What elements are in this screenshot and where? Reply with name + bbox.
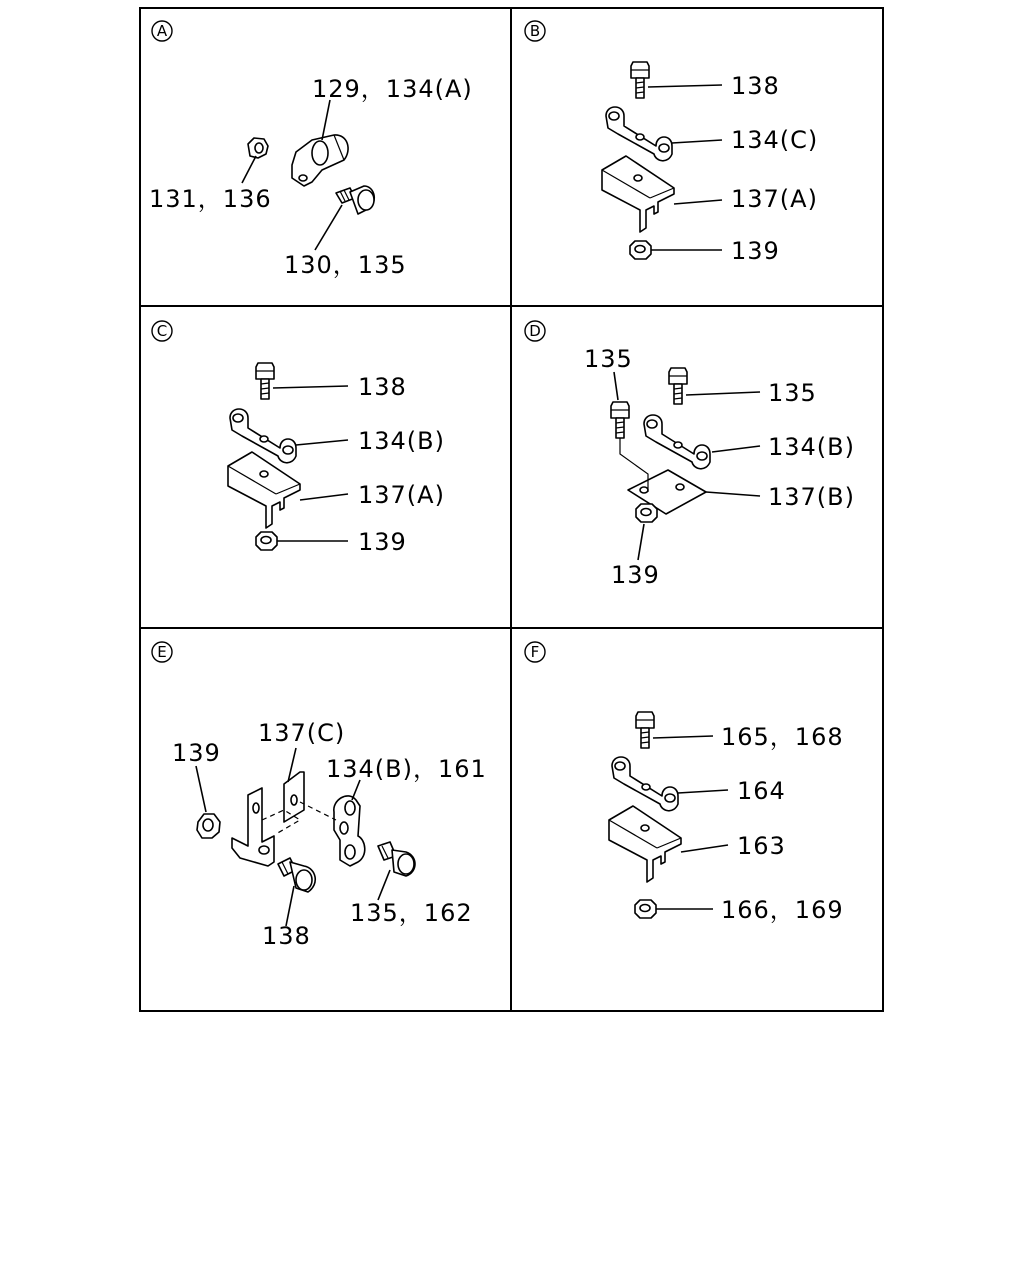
clip-part <box>230 409 296 463</box>
callout-134b-161: 134(B)，161 <box>326 755 487 783</box>
bracket-part <box>609 806 681 882</box>
clip-part <box>334 796 365 866</box>
panel-b <box>525 21 818 265</box>
callout-163: 163 <box>737 832 786 860</box>
nut-part <box>256 532 277 550</box>
callout-139: 139 <box>172 739 221 767</box>
callout-129-134a: 129，134(A) <box>312 75 473 103</box>
panel-c-id: C <box>156 322 168 340</box>
callout-130-135: 130，135 <box>284 251 407 279</box>
leader-line <box>686 392 760 395</box>
nut-part <box>635 900 656 918</box>
bracket-part <box>232 772 304 866</box>
nut-part <box>248 138 268 158</box>
bolt-part <box>336 186 374 214</box>
callout-137a: 137(A) <box>731 185 818 213</box>
panel-b-id: B <box>529 22 541 40</box>
callout-139: 139 <box>358 528 407 556</box>
leader-line <box>672 140 722 143</box>
callout-139: 139 <box>731 237 780 265</box>
clamp-part <box>292 135 348 186</box>
nut-part <box>636 504 657 522</box>
bolt-part <box>256 363 274 399</box>
bolt-part <box>378 842 415 876</box>
leader-line <box>242 156 256 183</box>
clip-part <box>606 107 672 161</box>
panel-d-id: D <box>529 322 541 340</box>
leader-line <box>712 446 760 452</box>
leader-line <box>322 100 330 140</box>
leader-line <box>674 200 722 204</box>
panel-a-id: A <box>156 22 168 40</box>
leader-line <box>648 85 722 87</box>
panel-e-marker <box>152 642 172 662</box>
leader-line <box>315 205 342 250</box>
leader-line <box>706 492 760 496</box>
panel-f-marker <box>525 642 545 662</box>
bolt-part <box>631 62 649 98</box>
nut-part <box>630 241 651 259</box>
callout-131-136: 131，136 <box>149 185 272 213</box>
panel-a <box>149 21 473 279</box>
leader-line <box>296 440 348 445</box>
callout-138: 138 <box>731 72 780 100</box>
callout-137a: 137(A) <box>358 481 445 509</box>
callout-135-left: 135 <box>584 345 633 373</box>
leader-line <box>681 845 728 852</box>
leader-line <box>273 386 348 388</box>
panel-f-id: F <box>530 643 540 661</box>
callout-165-168: 165，168 <box>721 723 844 751</box>
leader-line <box>653 736 713 738</box>
callout-134b: 134(B) <box>358 427 445 455</box>
leader-line <box>286 886 294 926</box>
callout-134b: 134(B) <box>768 433 855 461</box>
leader-line <box>638 524 644 560</box>
callout-138: 138 <box>262 922 311 950</box>
callout-135-right: 135 <box>768 379 817 407</box>
callout-135-162: 135，162 <box>350 899 473 927</box>
leader-line <box>678 790 728 793</box>
callout-138: 138 <box>358 373 407 401</box>
panel-d-marker <box>525 321 545 341</box>
leader-line <box>300 494 348 500</box>
panel-f <box>525 642 844 924</box>
panel-a-marker <box>152 21 172 41</box>
bolt-part <box>278 858 315 892</box>
nut-part <box>197 814 220 838</box>
panel-e-id: E <box>157 643 167 661</box>
callout-137b: 137(B) <box>768 483 855 511</box>
callout-139: 139 <box>611 561 660 589</box>
leader-line <box>196 766 206 812</box>
assembly-line <box>300 802 336 820</box>
leader-line <box>352 780 360 800</box>
panel-e <box>152 642 487 950</box>
bracket-part <box>602 156 674 232</box>
panel-c-marker <box>152 321 172 341</box>
panel-d <box>525 321 855 589</box>
panel-b-marker <box>525 21 545 41</box>
panel-c <box>152 321 445 556</box>
callout-166-169: 166，169 <box>721 896 844 924</box>
leader-line <box>378 870 390 900</box>
bracket-part <box>228 452 300 528</box>
clip-part <box>612 757 678 811</box>
clip-part <box>644 415 710 469</box>
callout-137c: 137(C) <box>258 719 346 747</box>
callout-134c: 134(C) <box>731 126 819 154</box>
bolt-part <box>636 712 654 748</box>
leader-line <box>614 372 618 400</box>
bolt-part <box>611 402 629 438</box>
callout-164: 164 <box>737 777 786 805</box>
bolt-part <box>669 368 687 404</box>
